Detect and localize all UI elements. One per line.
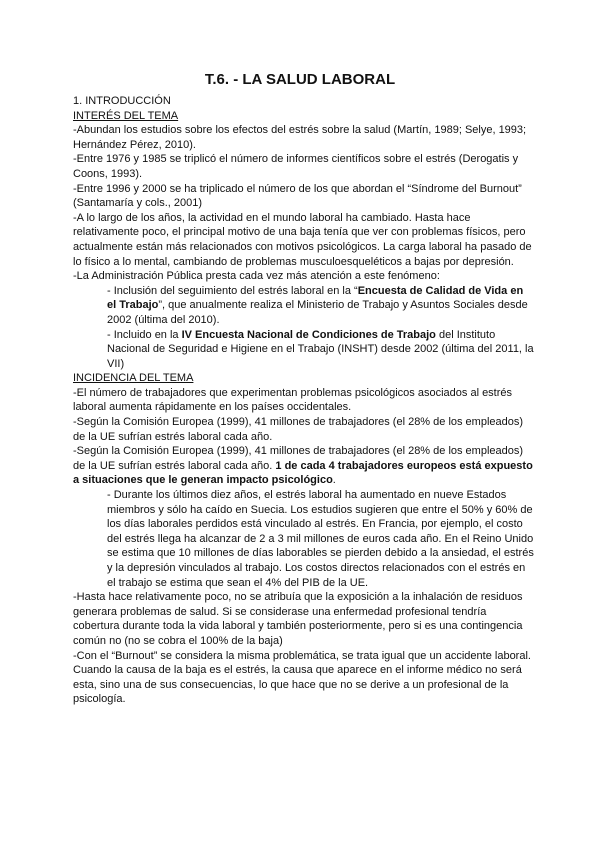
- document-body: [73, 94, 535, 707]
- paragraph: -Hasta hace relativamente poco, no se atribuía que la exposición a la inhalación de residuos generara problemas de salud. Si se considerase una enfermedad profesional tendría cobertura durante toda la vida laboral y también posteriormente, pero si es una contingencia común no (no se cobra el 100% de la baja): [73, 591, 523, 647]
- bullet-item: [73, 328, 535, 372]
- section-heading-introduccion: 1. INTRODUCCIÓN: [73, 95, 171, 107]
- bullet-bold-text: IV Encuesta Nacional de Condiciones de Trabajo: [181, 328, 436, 341]
- paragraph: -Con el “Burnout” se considera la misma problemática, se trata igual que un accidente laboral. Cuando la causa de la baja es el estrés, la causa que aparece en el informe médico no será esta, sino una de sus consecuencias, lo que hace que no se derive a un profesional de la psicología.: [73, 649, 531, 706]
- bullet-text: - Incluido en la: [107, 328, 182, 341]
- bullet-text: del Instituto Nacional de Seguridad e Higiene en el Trabajo (INSHT) desde 2002 (última del 2011, la VII): [107, 328, 534, 370]
- paragraph-text: -Según la Comisión Europea (1999), 41 millones de trabajadores (el 28% de los empleados) de la UE sufrían estrés laboral cada año.: [73, 445, 524, 472]
- paragraph: -Abundan los estudios sobre los efectos del estrés sobre la salud (Martín, 1989; Selye, 1993; Hernández Pérez, 2010).: [73, 124, 527, 151]
- bullet-text: - Inclusión del seguimiento del estrés laboral en la “: [107, 284, 358, 297]
- bullet-item: [73, 284, 535, 328]
- subheading-incidencia: INCIDENCIA DEL TEMA: [73, 372, 194, 385]
- page-title: T.6. - LA SALUD LABORAL: [204, 71, 396, 88]
- paragraph: -Entre 1976 y 1985 se triplicó el número de informes científicos sobre el estrés (Derogatis y Coons, 1993).: [73, 153, 519, 180]
- paragraph: -La Administración Pública presta cada vez más atención a este fenómeno:: [73, 270, 440, 283]
- paragraph: -Entre 1996 y 2000 se ha triplicado el número de los que abordan el “Síndrome del Burnout” (Santamaría y cols., 2001): [73, 182, 522, 210]
- bullet-item: - Durante los últimos diez años, el estrés laboral ha aumentado en nueve Estados miembros y sólo ha caído en Suecia. Los estudios sugieren que entre el 50% y 60% de los días laborales perdidos está vinculado al estrés. En Francia, por ejemplo, el costo del estrés llega ha alcanzar de 2 a 3 mil millones de euros cada año. En el Reino Unido se estima que 10 millones de días laborables se pierden debido a la ansiedad, el estrés y la depresión vinculados al trabajo. Los costos directos relacionados con el estrés en el trabajo se estima que sean el 4% del PIB de la UE.: [107, 489, 534, 589]
- paragraph: [73, 444, 535, 488]
- bullet-bold-text: Encuesta de Calidad de Vida en el Trabajo: [107, 284, 524, 312]
- bullet-text: ”, que anualmente realiza el Ministerio de Trabajo y Asuntos Sociales desde 2002 (última del 2010).: [107, 299, 528, 326]
- paragraph-bold-text: 1 de cada 4 trabajadores europeos está expuesto a situaciones que le generan impacto psicológico: [73, 459, 533, 487]
- paragraph-text: .: [332, 474, 336, 487]
- paragraph: -Según la Comisión Europea (1999), 41 millones de trabajadores (el 28% de los empleados) de la UE sufrían estrés laboral cada año.: [73, 416, 524, 443]
- paragraph: -El número de trabajadores que experimentan problemas psicológicos asociados al estrés laboral aumenta rápidamente en los países occidentales.: [73, 386, 513, 414]
- paragraph: -A lo largo de los años, la actividad en el mundo laboral ha cambiado. Hasta hace relativamente poco, el principal motivo de una baja tenía que ver con problemas físicos, pero actualmente están más relacionados con motivos psicológicos. La carga laboral ha pasado de lo físico a lo mental, cambiando de problemas musculoesqueléticos a bajas por depresión.: [73, 211, 532, 268]
- subheading-interes: INTERÉS DEL TEMA: [73, 109, 179, 122]
